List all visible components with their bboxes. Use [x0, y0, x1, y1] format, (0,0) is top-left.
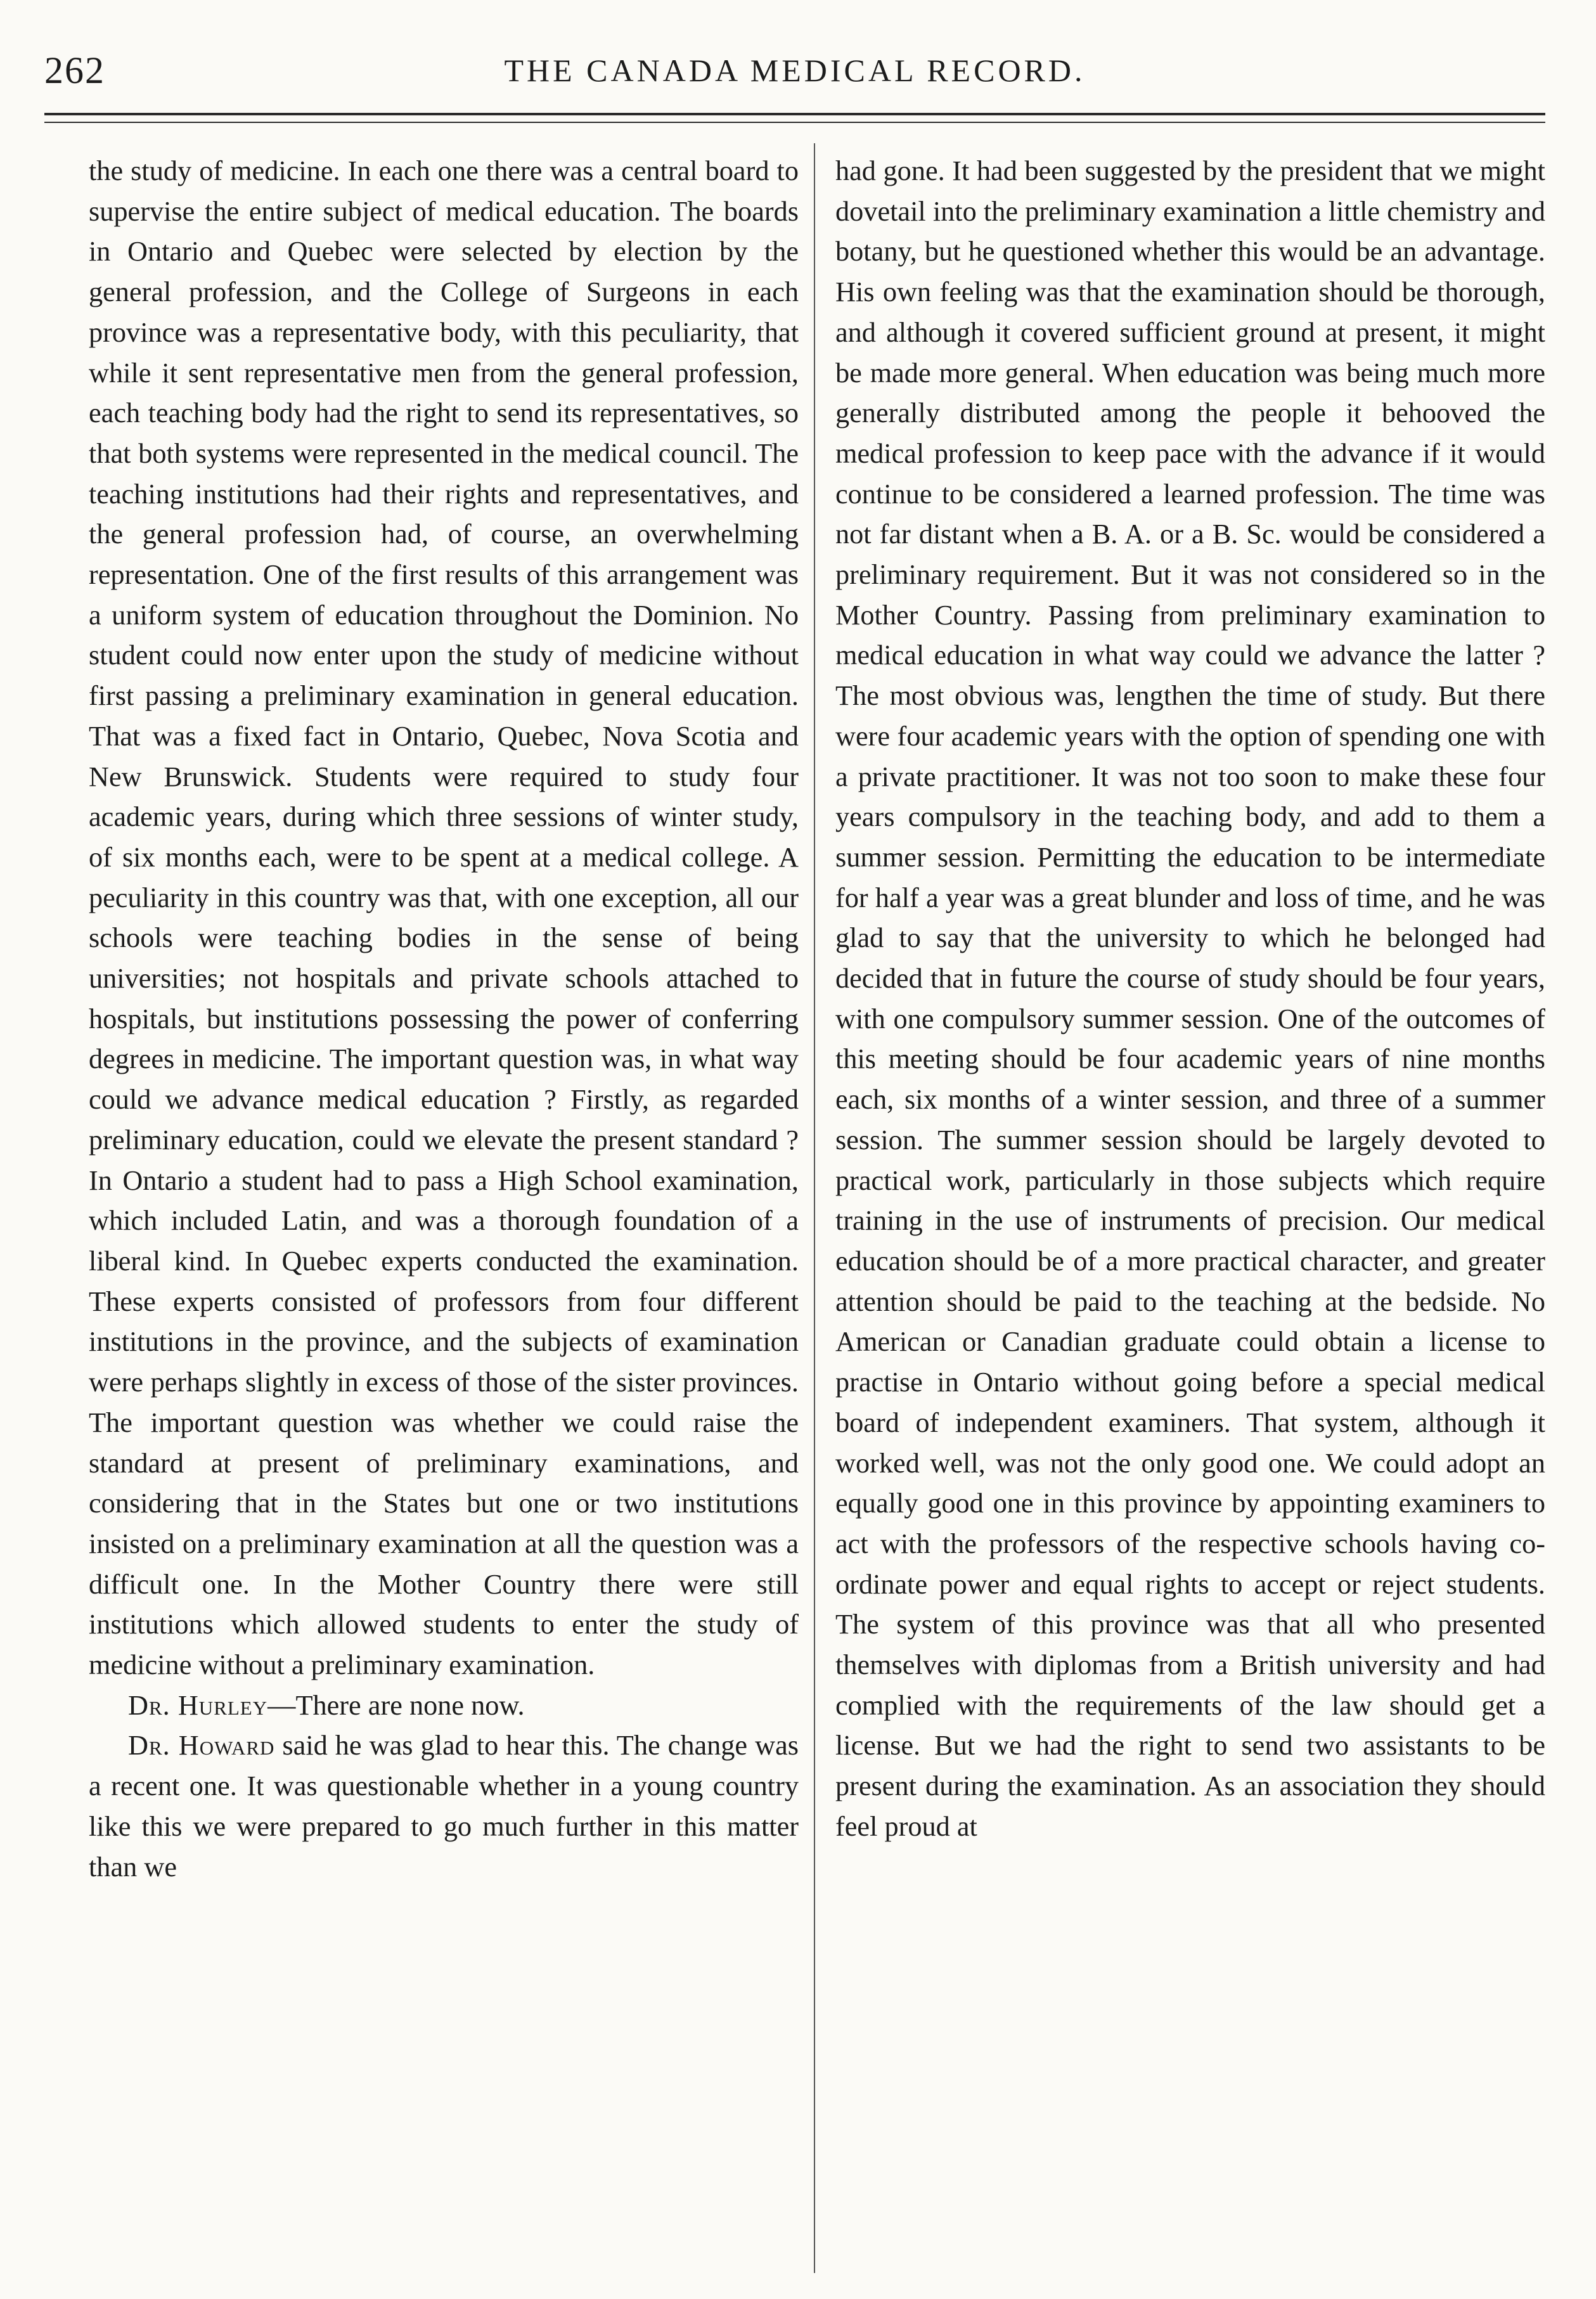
speaker-name-howard: Dr. Howard — [128, 1730, 275, 1761]
page-header — [44, 42, 1545, 99]
right-column — [835, 151, 1545, 2268]
running-title: THE CANADA MEDICAL RECORD. — [504, 53, 1086, 88]
right-paragraph-1: had gone. It had been suggested by the president that we might dovetail into the preliminary examination a little chemistry and botany, but he questioned whether this would be an advantage. His own feeling was that the examination should be thorough, and although it covered sufficient ground at present, it might be made more general. When education was being much more generally distributed among the people it behooved the medical profession to keep pace with the advance if it would continue to be considered a learned profession. The time was not far distant when a B. A. or a B. Sc. would be considered a preliminary requirement. But it was not considered so in the Mother Country. Passing from preliminary examination to medical education in what way could we advance the latter ? The most obvious was, lengthen the time of study. But there were four academic years with the option of spending one with a private practitioner. It was not too soon to make these four years compulsory in the teaching body, and add to them a summer session. Permitting the education to be intermediate for half a year was a great blunder and loss of time, and he was glad to say that the university to which he belonged had decided that in future the course of study should be four years, with one compulsory summer session. One of the outcomes of this meeting should be four academic years of nine months each, six months of a winter session, and three of a summer session. The summer session should be largely devoted to practical work, particularly in those subjects which require training in the use of instruments of precision. Our medical education should be of a more practical character, and greater attention should be paid to the teaching at the bedside. No American or Canadian graduate could obtain a license to practise in Ontario without going before a special medical board of independent examiners. That system, although it worked well, was not the only good one. We could adopt an equally good one in this province by appointing examiners to act with the professors of the respective schools having co-ordinate power and equal rights to accept or reject students. The system of this province was that all who presented themselves with diplomas from a British university and had complied with the requirements of the law should get a license. But we had the right to send two assistants to be present during the examination. As an association they should feel proud at — [835, 155, 1545, 1842]
left-paragraph-3 — [89, 1725, 799, 1887]
left-column — [89, 151, 799, 2268]
speaker-name-hurley: Dr. Hurley — [128, 1689, 268, 1721]
header-rule-thin — [44, 122, 1545, 123]
speaker-remark-hurley: —There are none now. — [267, 1689, 525, 1721]
column-divider — [814, 143, 815, 2273]
left-paragraph-1: the study of medicine. In each one there was a central board to supervise the entire subject of medical education. The boards in Ontario and Quebec were selected by election by the general profession, and the College of Surgeons in each province was a representative body, with this peculiarity, that while it sent representative men from the general profession, each teaching body had the right to send its representatives, so that both systems were represented in the medical council. The teaching institutions had their rights and representatives, and the general profession had, of course, an overwhelming representation. One of the first results of this arrangement was a uniform system of education throughout the Dominion. No student could now enter upon the study of medicine without first passing a preliminary examination in general education. That was a fixed fact in Ontario, Quebec, Nova Scotia and New Brunswick. Students were required to study four academic years, during which three sessions of winter study, of six months each, were to be spent at a medical college. A peculiarity in this country was that, with one exception, all our schools were teaching bodies in the sense of being universities; not hospitals and private schools attached to hospitals, but institutions possessing the power of conferring degrees in medicine. The important question was, in what way could we advance medical education ? Firstly, as regarded preliminary education, could we elevate the present standard ? In Ontario a student had to pass a High School examination, which included Latin, and was a thorough foundation of a liberal kind. In Quebec experts conducted the examination. These experts consisted of professors from four different institutions in the province, and the subjects of examination were perhaps slightly in excess of those of the sister provinces. The important question was whether we could raise the standard at present of preliminary examinations, and considering that in the States but one or two institutions insisted on a preliminary examination at all the question was a difficult one. In the Mother Country there were still institutions which allowed students to enter the study of medicine without a preliminary examination. — [89, 155, 799, 1681]
speaker-remark-howard: said he was glad to hear this. The change was a recent one. It was questionable whether in a young country like this we were prepared to go much further in this matter than we — [89, 1730, 799, 1883]
page-number: 262 — [44, 49, 105, 91]
header-rule-thick — [44, 113, 1545, 115]
left-paragraph-2 — [89, 1685, 799, 1726]
